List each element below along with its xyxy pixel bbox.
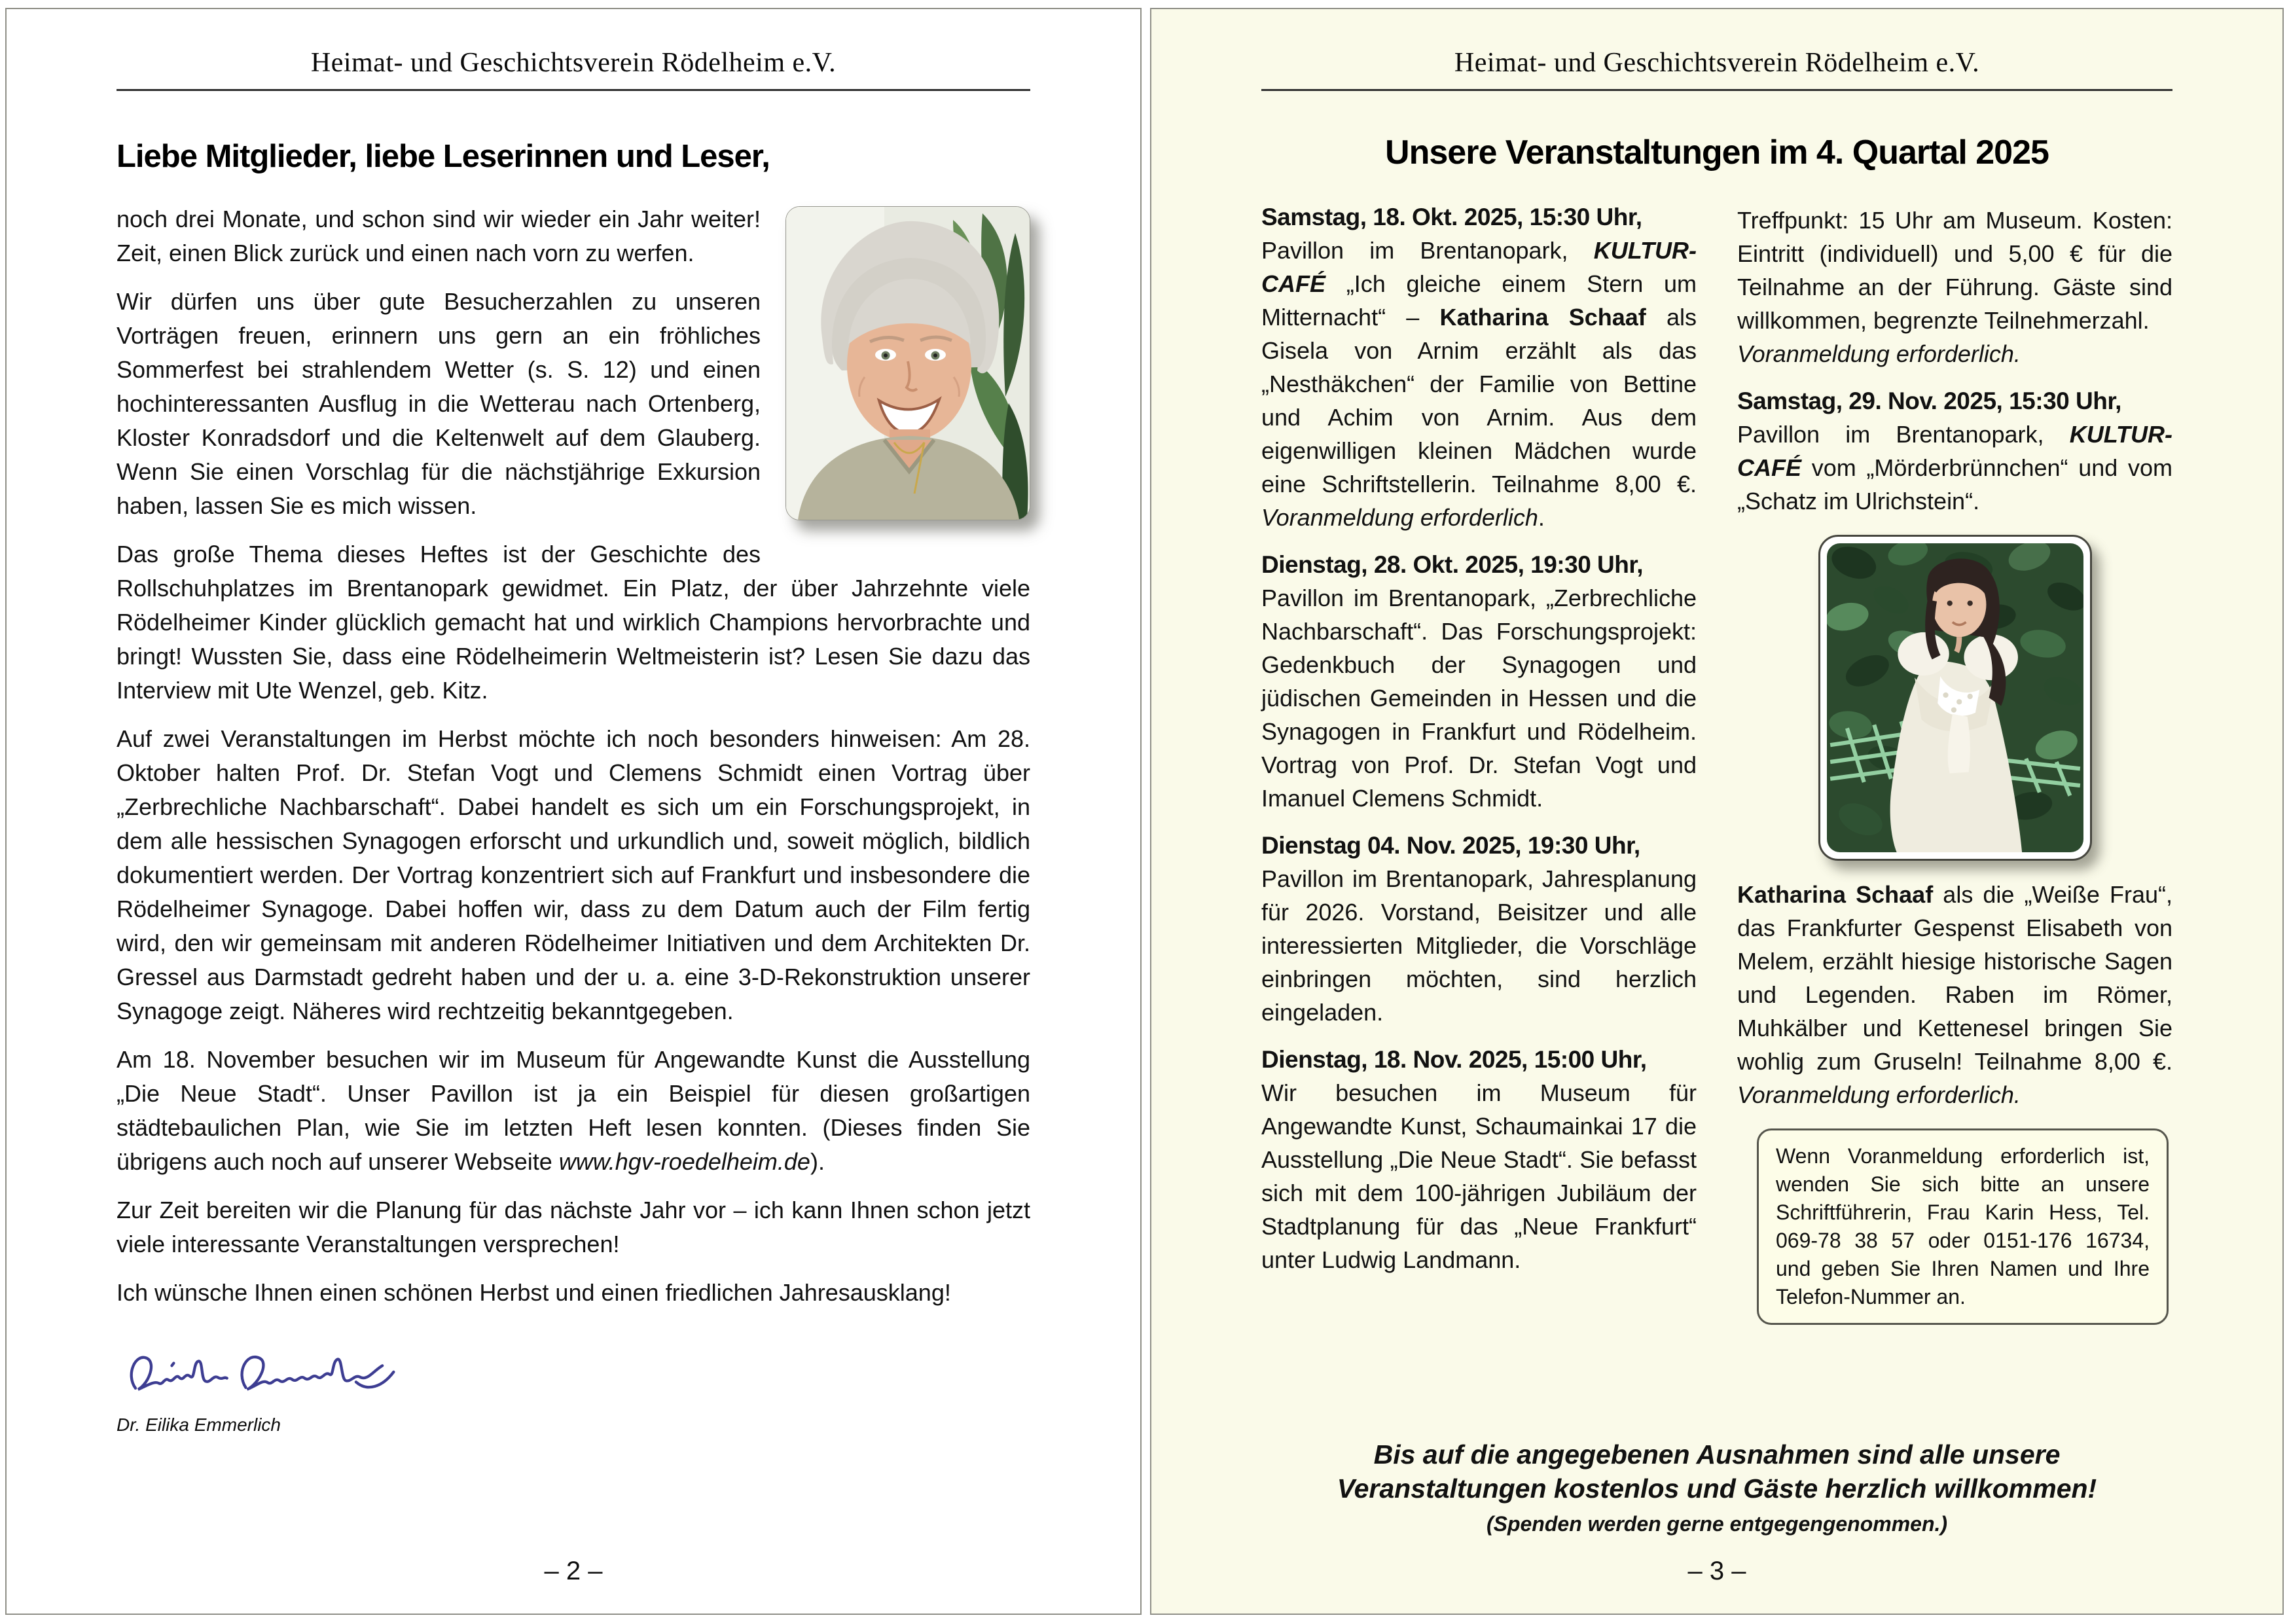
letter-paragraph: Wir dürfen uns über gute Besucherzahlen zu unseren Vorträgen freuen, erinnern uns gern an ein fröhliches Sommerfest bei strahlendem Wetter (s. S. 12) und einen hochinteressanten Ausflug in die Wetterau nach Ortenberg, Kloster Konradsdorf und die Keltenwelt auf dem Glauberg. Wenn Sie einen Vorschlag für die nächstjährige Exkursion haben, lassen Sie es mich wissen. <box>117 288 761 519</box>
events-column-right <box>1737 204 2172 1325</box>
events-columns <box>1261 204 2172 1325</box>
event-18-nov <box>1261 1046 1697 1276</box>
page-2 <box>5 8 1142 1615</box>
photo-weisse-frau <box>1818 535 2092 861</box>
event-date: Dienstag, 28. Okt. 2025, 19:30 Uhr, <box>1261 551 1644 578</box>
letter-paragraph: Ich wünsche Ihnen einen schönen Herbst und einen friedlichen Jahresausklang! <box>117 1279 951 1306</box>
event-28-okt <box>1261 551 1697 815</box>
letter-paragraph: Zur Zeit bereiten wir die Planung für das nächste Jahr vor – ich kann Ihnen schon jetzt viele interessante Veranstaltungen versprechen! <box>117 1197 1030 1257</box>
page-number: – 2 – <box>544 1557 603 1585</box>
signature-image <box>117 1327 1030 1413</box>
page-number: – 3 – <box>1687 1557 1746 1585</box>
event-description: Wir besuchen im Museum für Angewandte Kunst, Schaumainkai 17 die Ausstellung „Die Neue Stadt“. Sie befasst sich mit dem 100-jährigen Jubiläum der Stadtplanung für das „Neue Frankfurt“ unter Ludwig Landmann. <box>1261 1079 1697 1273</box>
letter-body <box>117 202 1030 1310</box>
katharina-description: Katharina Schaaf als die „Weiße Frau“, das Frankfurter Gespenst Elisabeth von Melem, erzählt hiesige historische Sagen und Legenden. Raben im Römer, Muhkälber und Kettenesel bringen Sie wohlig zum Gruseln! Teilnahme 8,00 €. Voranmeldung erforderlich. <box>1737 881 2172 1108</box>
page-header: Heimat- und Geschichtsverein Rödelheim e.V. <box>1454 48 1980 78</box>
letter-paragraph: Das große Thema dieses Heftes ist der Geschichte des Rollschuhplatzes im Brentanopark gewidmet. Ein Platz, der über Jahrzehnte viele Rödelheimer Kinder glücklich gemacht hat und wirklich Champions hervorbrachte und bringt! Wussten Sie, dass eine Rödelheimerin Weltmeisterin ist? Lesen Sie dazu das Interview mit Ute Wenzel, geb. Kitz. <box>117 541 1030 704</box>
event-date: Dienstag, 18. Nov. 2025, 15:00 Uhr, <box>1261 1046 1647 1073</box>
event-18-okt <box>1261 204 1697 534</box>
header-rule <box>1261 89 2172 91</box>
registration-note-box <box>1757 1128 2169 1325</box>
page-3 <box>1150 8 2284 1615</box>
events-title: Unsere Veranstaltungen im 4. Quartal 2025 <box>1385 134 2049 171</box>
letter-title: Liebe Mitglieder, liebe Leserinnen und Leser, <box>117 139 770 174</box>
event-description: Pavillon im Brentanopark, Jahresplanung für 2026. Vorstand, Beisitzer und alle interessierten Mitglieder, die Vorschläge einbringen möchten, sind herzlich eingeladen. <box>1261 865 1697 1026</box>
event-date: Samstag, 29. Nov. 2025, 15:30 Uhr, <box>1737 388 2121 414</box>
events-footer <box>1151 1437 2282 1536</box>
letter-paragraph: noch drei Monate, und schon sind wir wieder ein Jahr weiter! Zeit, einen Blick zurück und einen nach vorn zu werfen. <box>117 206 761 266</box>
footer-note: Bis auf die angegebenen Ausnahmen sind alle unsere Veranstaltungen kostenlos und Gäste herzlich willkommen! <box>1337 1439 2097 1504</box>
page-header: Heimat- und Geschichtsverein Rödelheim e.V. <box>310 48 837 78</box>
registration-note-text: Wenn Voranmeldung erforderlich ist, wenden Sie sich bitte an unsere Schriftführerin, Frau Karin Hess, Tel. 069-78 38 57 oder 0151-176 16734, und geben Sie Ihren Namen und Ihre Telefon-Nummer an. <box>1776 1144 2150 1308</box>
event-description: Pavillon im Brentanopark, KULTUR-CAFÉ vom „Mörderbrünnchen“ und vom „Schatz im Ulrichstein“. <box>1737 421 2172 514</box>
event-description: Pavillon im Brentanopark, „Zerbrechliche Nachbarschaft“. Das Forschungsprojekt: Gedenkbuch der Synagogen und jüdischen Gemeinden in Hessen und die Synagogen in Frankfurt und Rödelheim. Vortrag von Prof. Dr. Stefan Vogt und Imanuel Clemens Schmidt. <box>1261 585 1697 812</box>
header-rule <box>117 89 1030 91</box>
signature-caption: Dr. Eilika Emmerlich <box>117 1415 281 1435</box>
event-04-nov <box>1261 832 1697 1029</box>
event-18-nov-continuation: Treffpunkt: 15 Uhr am Museum. Kosten: Eintritt (individuell) und 5,00 € für die Teilnahme an der Führung. Gäste sind willkommen, begrenzte Teilnehmerzahl. Voranmeldung erforderlich. <box>1737 207 2172 367</box>
letter-paragraph: Am 18. November besuchen wir im Museum für Angewandte Kunst die Ausstellung „Die Neue Stadt“. Unser Pavillon ist ja ein Beispiel für diesen großartigen städtebaulichen Plan, wie Sie im letzten Heft lesen konnten. (Dieses finden Sie übrigens auch noch auf unserer Webseite www.hgv-roedelheim.de). <box>117 1046 1030 1175</box>
event-date: Samstag, 18. Okt. 2025, 15:30 Uhr, <box>1261 204 1642 230</box>
events-column-left <box>1261 204 1697 1325</box>
event-date: Dienstag 04. Nov. 2025, 19:30 Uhr, <box>1261 832 1640 859</box>
event-29-nov <box>1737 388 2172 518</box>
portrait-photo-chairwoman <box>785 206 1030 520</box>
footer-donations-note: (Spenden werden gerne entgegengenommen.) <box>1486 1512 1948 1536</box>
letter-paragraph: Auf zwei Veranstaltungen im Herbst möchte ich noch besonders hinweisen: Am 28. Oktober halten Prof. Dr. Stefan Vogt und Clemens Schmidt einen Vortrag über „Zerbrechliche Nachbarschaft“. Dabei handelt es sich um ein Forschungsprojekt, in dem alle hessischen Synagogen erforscht und urkundlich und, soweit möglich, bildlich dokumentiert werden. Der Vortrag konzentriert sich auf Frankfurt und insbesondere die Rödelheimer Synagoge. Dabei hoffen wir, dass zu dem Datum auch der Film fertig wird, den wir gemeinsam mit anderen Rödelheimer Initiativen und dem Architekten Dr. Gressel aus Darmstadt gedreht haben und der u. a. eine 3-D-Rekonstruktion unserer Synagoge zeigt. Näheres wird rechtzeitig bekanntgegeben. <box>117 725 1030 1024</box>
event-description: Pavillon im Brentanopark, KULTUR-CAFÉ „Ich gleiche einem Stern um Mitternacht“ – Katharina Schaaf als Gisela von Arnim erzählt als das „Nesthäkchen“ der Familie von Bettine und Achim von Arnim. Aus dem eigenwilligen kleinen Mädchen wurde eine Schriftstellerin. Teilnahme 8,00 €. Voranmeldung erforderlich. <box>1261 237 1697 531</box>
